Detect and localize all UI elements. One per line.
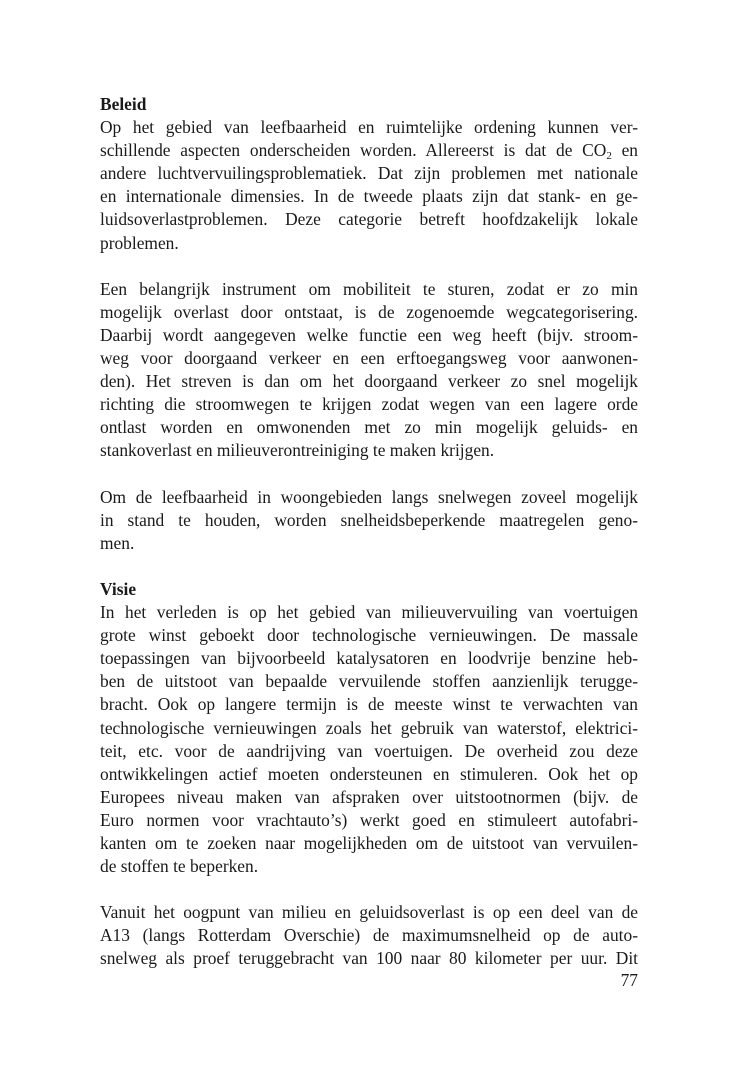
text-line: weg voor doorgaand verkeer en een erftoegangsweg voor aanwonen- <box>100 348 638 369</box>
paragraph-visie-2 <box>100 901 638 970</box>
page-number: 77 <box>620 970 638 990</box>
text-line: stankoverlast en milieuverontreiniging te maken krijgen. <box>100 440 495 461</box>
section-beleid <box>100 93 638 255</box>
text-line: In het verleden is op het gebied van milieuvervuiling van voertuigen <box>100 602 638 623</box>
paragraph-beleid-2 <box>100 278 638 463</box>
text-segment: en <box>611 140 638 161</box>
paragraph-beleid-1 <box>100 116 638 255</box>
text-line-co2 <box>100 139 638 162</box>
text-line: problemen. <box>100 232 179 253</box>
text-line: mogelijk overlast door ontstaat, is de zogenoemde wegcategorisering. <box>100 301 638 322</box>
text-line: den). Het streven is dan om het doorgaand verkeer zo snel mogelijk <box>100 371 638 392</box>
text-line: ben de uitstoot van bepaalde vervuilende stoffen aanzienlijk terugge- <box>100 671 638 692</box>
text-line: A13 (langs Rotterdam Overschie) de maximumsnelheid op de auto- <box>100 925 638 946</box>
heading-beleid: Beleid <box>100 94 147 114</box>
paragraph-beleid-3 <box>100 486 638 555</box>
text-line: grote winst geboekt door technologische vernieuwingen. De massale <box>100 625 638 646</box>
text-line: Op het gebied van leefbaarheid en ruimtelijke ordening kunnen ver- <box>100 117 638 138</box>
subscript-2: 2 <box>606 150 612 163</box>
text-line: Daarbij wordt aangegeven welke functie een weg heeft (bijv. stroom- <box>100 324 638 345</box>
text-line: de stoffen te beperken. <box>100 856 259 877</box>
text-line: kanten om te zoeken naar mogelijkheden om de uitstoot van vervuilen- <box>100 833 638 853</box>
text-line: Euro normen voor vrachtauto’s) werkt goed en stimuleert autofabri- <box>100 809 638 830</box>
text-line: in stand te houden, worden snelheidsbeperkende maatregelen geno- <box>100 509 638 530</box>
page-body <box>100 93 638 971</box>
text-line: toepassingen van bijvoorbeeld katalysatoren en loodvrije benzine heb- <box>100 648 638 669</box>
heading-visie: Visie <box>100 578 137 599</box>
text-line: Een belangrijk instrument om mobiliteit te sturen, zodat er zo min <box>100 278 638 299</box>
text-segment: schillende aspecten onderscheiden worden. Allereerst is dat de CO <box>100 140 607 161</box>
text-line: snelweg als proef teruggebracht van 100 naar 80 kilometer per uur. Dit <box>100 948 638 969</box>
text-line: bracht. Ook op langere termijn is de meeste winst te verwachten van <box>100 694 638 715</box>
section-visie <box>100 578 638 878</box>
text-line: richting die stroomwegen te krijgen zodat wegen van een lagere orde <box>100 394 638 415</box>
text-line: Vanuit het oogpunt van milieu en geluidsoverlast is op een deel van de <box>100 902 638 923</box>
text-line: en internationale dimensies. In de tweede plaats zijn dat stank- en ge- <box>100 186 638 207</box>
text-line: andere luchtvervuilingsproblematiek. Dat zijn problemen met nationale <box>100 163 638 184</box>
text-line: men. <box>100 532 135 553</box>
text-line: technologische vernieuwingen zoals het gebruik van waterstof, elektrici- <box>100 717 638 738</box>
text-line: Om de leefbaarheid in woongebieden langs snelwegen zoveel mogelijk <box>100 486 638 507</box>
text-line: ontwikkelingen actief moeten ondersteunen en stimuleren. Ook het op <box>100 763 638 784</box>
text-line: luidsoverlastproblemen. Deze categorie betreft hoofdzakelijk lokale <box>100 209 638 230</box>
paragraph-visie-1 <box>100 601 638 878</box>
text-line: ontlast worden en omwonenden met zo min mogelijk geluids- en <box>100 417 638 438</box>
text-line: Europees niveau maken van afspraken over uitstootnormen (bijv. de <box>100 786 638 807</box>
text-line: teit, etc. voor de aandrijving van voertuigen. De overheid zou deze <box>100 740 638 761</box>
